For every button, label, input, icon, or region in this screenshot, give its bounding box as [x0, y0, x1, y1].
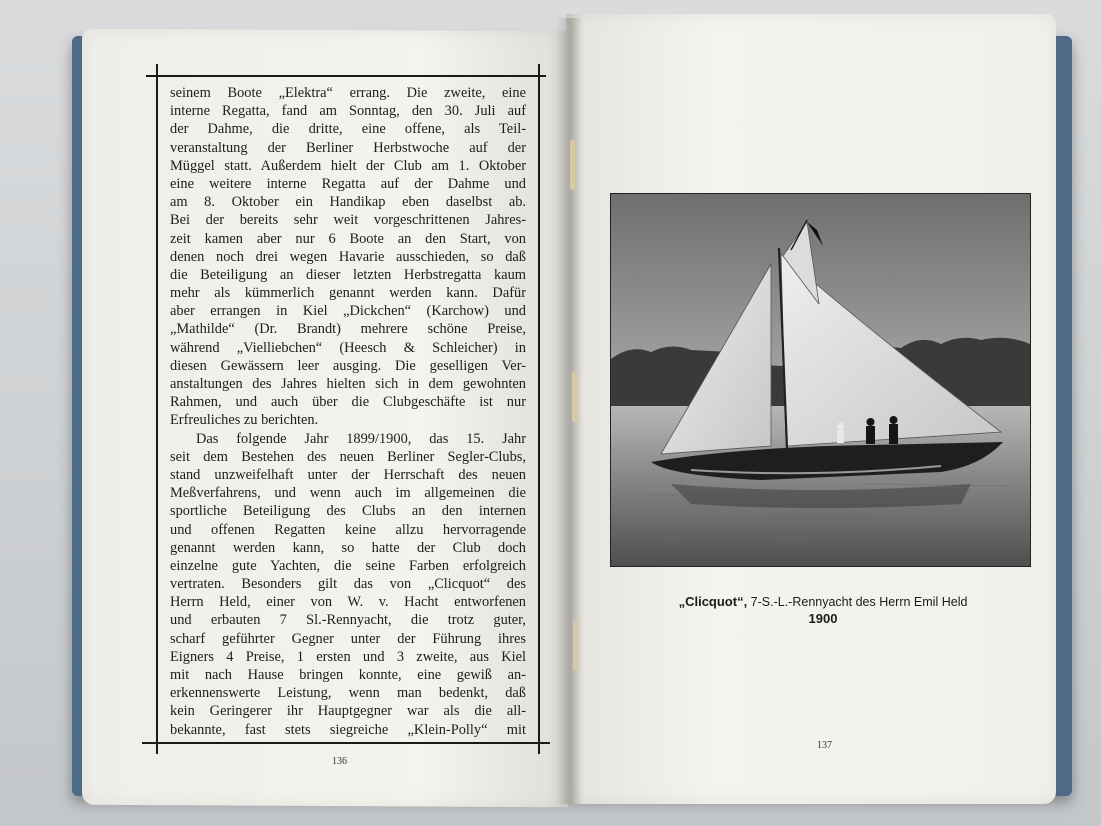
text-line: Herrn Held, einer von W. v. Hacht entworfenen [170, 594, 526, 611]
text-line: kein Geringerer ihr Hauptgegner war als die all- [170, 703, 526, 720]
text-line: und offenen Regatten keine allzu hervorragende [170, 521, 526, 538]
text-line: Rahmen, und auch über die Clubgeschäfte ist nur [170, 394, 526, 411]
text-line: Erfreuliches zu berichten. [170, 412, 319, 429]
text-line: seinem Boote „Elektra“ errang. Die zweite, eine [170, 85, 526, 101]
text-line: eine weitere interne Regatta auf der Dahme und [170, 175, 526, 192]
text-line: zeit kamen aber nur 6 Boote an den Start, von [170, 230, 526, 247]
sailboat-illustration [611, 194, 1030, 566]
photo-caption [590, 594, 1056, 609]
text-line: sportliche Beteiligung des Clubs an den internen [170, 503, 526, 520]
caption-year: 1900 [808, 611, 838, 626]
text-line: die Beteiligung an dieser letzten Herbstregatta kaum [170, 266, 526, 283]
left-page-text [170, 84, 526, 739]
text-line: der Dahme, die dritte, eine offene, als Teil- [170, 121, 526, 138]
text-line: Bei der bereits sehr weit vorgeschrittenen Jahres- [170, 212, 526, 229]
book-gutter [556, 18, 582, 804]
crew-figure [889, 424, 898, 444]
text-line: veranstaltung der Berliner Herbstwoche auf der [170, 139, 526, 156]
text-line: Das folgende Jahr 1899/1900, das 15. Jahr [196, 430, 526, 447]
sailboat-photograph [610, 193, 1031, 567]
text-line: am 8. Oktober ein Handikap eben daselbst ab. [170, 194, 526, 211]
text-line: Müggel statt. Außerdem hielt der Club am 1. Oktober [170, 157, 526, 174]
text-line: Eigners 4 Preise, 1 ersten und 3 zweite, aus Kiel [170, 648, 526, 665]
text-line: während „Vielliebchen“ (Heesch & Schleicher) in [170, 339, 526, 356]
text-line: stand unzweifelhaft unter der Herrschaft des neuen [170, 466, 526, 483]
crew-figure [866, 426, 875, 444]
text-line: vertraten. Besonders gilt das von „Clicquot“ des [170, 576, 526, 593]
binding-thread [572, 372, 577, 422]
text-line: genannt werden kann, so hatte der Club doch [170, 539, 526, 556]
caption-description: 7-S.-L.-Rennyacht des Herrn Emil Held [750, 595, 968, 609]
binding-thread [573, 620, 578, 670]
text-line: interne Regatta, fand am Sonntag, den 30. Juli auf [170, 103, 526, 120]
text-line: bekannte, fast stets siegreiche „Klein-Polly“ mit [170, 721, 526, 738]
binding-thread [570, 140, 575, 190]
text-line: diesen Gewässern leer ausging. Die geselligen Ver- [170, 357, 526, 374]
text-line: denen noch drei wegen Havarie ausschieden, so daß [170, 248, 526, 265]
caption-yacht-name: „Clicquot“, [678, 594, 748, 609]
text-line: und erbauten 7 Sl.-Rennyacht, die trotz guter, [170, 612, 526, 629]
page-number-left: 136 [332, 756, 347, 767]
crew-figure [837, 430, 844, 443]
text-line: Meßverfahrens, und wenn auch im allgemeinen die [170, 485, 526, 502]
text-line: „Mathilde“ (Dr. Brandt) mehrere schöne Preise, [170, 321, 526, 338]
text-line: mehr als kümmerlich genannt werden kann. Dafür [170, 285, 526, 302]
text-line: einzelne gute Yachten, die seine Farben erfolgreich [170, 557, 526, 574]
frame-top-rule [146, 75, 546, 77]
text-line: seit dem Bestehen des neuen Berliner Segler-Clubs, [170, 448, 526, 465]
text-line: mit nach Hause bringen konnte, eine gewiß an- [170, 667, 526, 683]
page-number-right: 137 [817, 740, 832, 751]
text-line: scharf geführter Gegner unter der Führung ihres [170, 630, 526, 647]
frame-bottom-rule [142, 742, 550, 744]
frame-right-rule [538, 64, 540, 754]
text-line: anstaltungen des Jahres hielten sich in dem gewohnten [170, 376, 526, 392]
text-line: aber errangen in Kiel „Dickchen“ (Karchow) und [170, 303, 526, 320]
text-line: erkennenswerte Leistung, wenn man bedenkt, daß [170, 685, 526, 702]
frame-left-rule [156, 64, 158, 754]
